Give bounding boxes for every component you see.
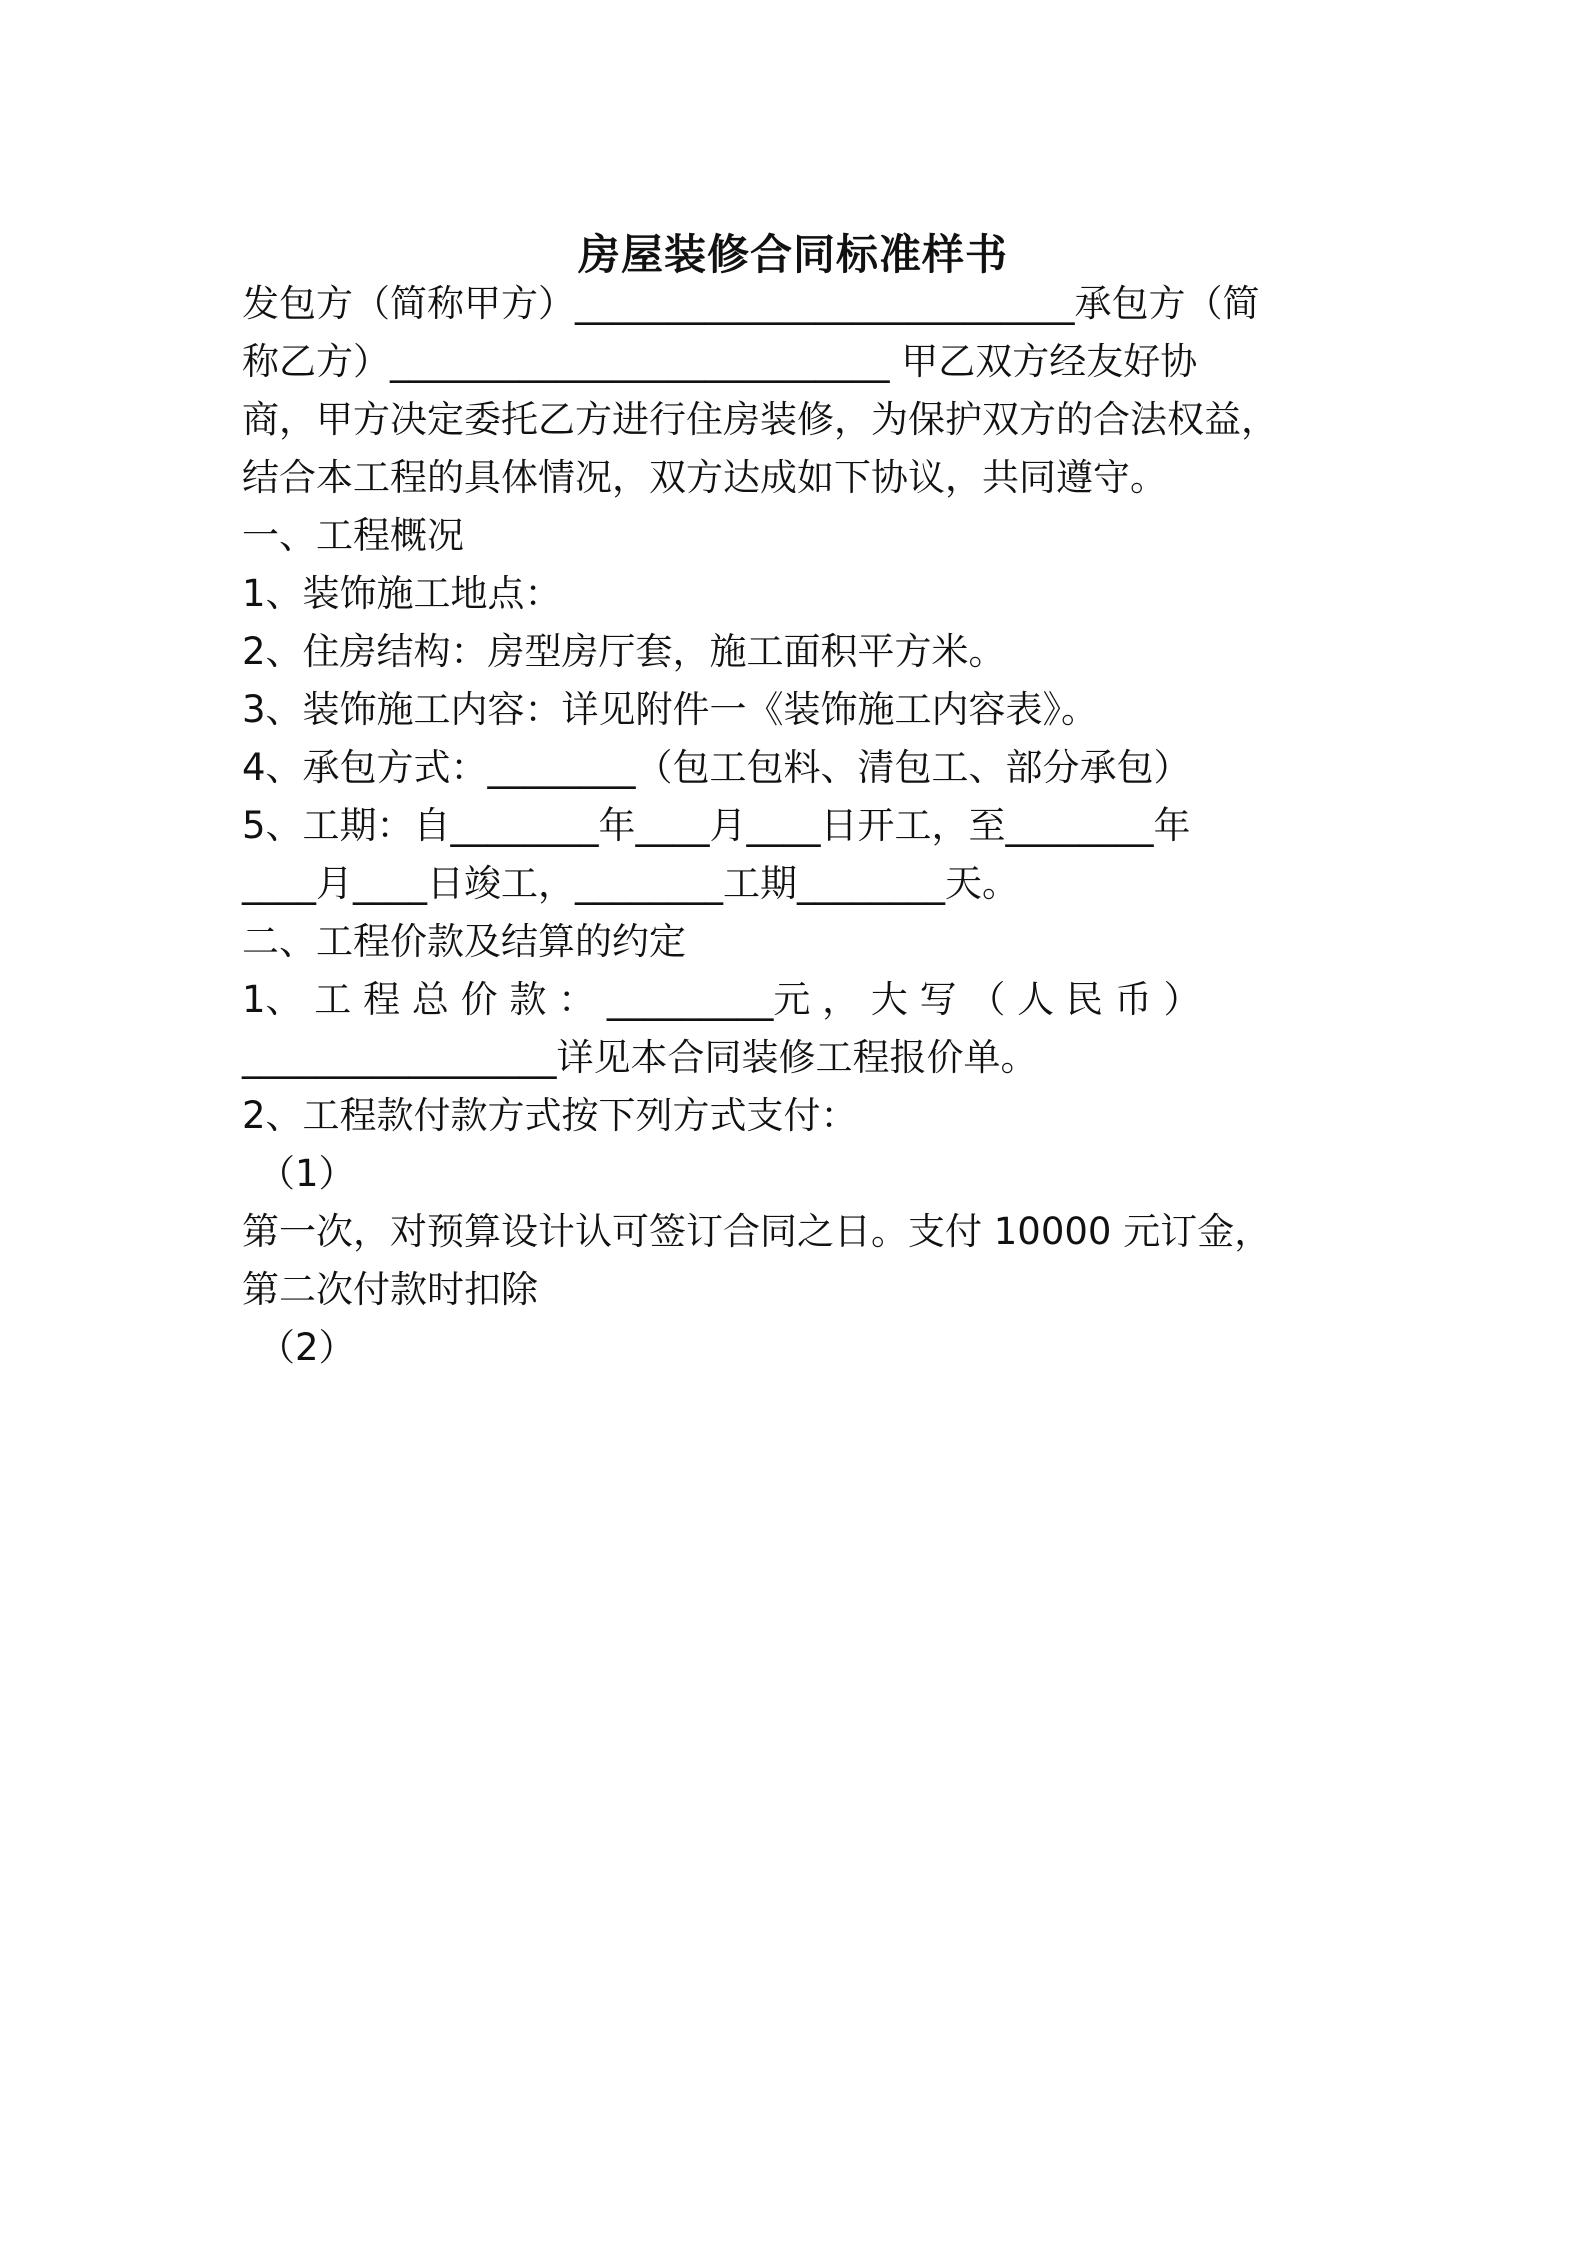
preamble-line-3: 商，甲方决定委托乙方进行住房装修，为保护双方的合法权益， [242,398,1278,441]
preamble-line-4: 结合本工程的具体情况，双方达成如下协议，共同遵守。 [242,456,1167,499]
clause-1-4: 4、承包方式：________（包工包料、清包工、部分承包） [242,746,1191,789]
document-title: 房屋装修合同标准样书 [577,230,1008,279]
clause-1-2: 2、住房结构：房型房厅套，施工面积平方米。 [242,630,1006,673]
section-heading-1: 一、工程概况 [242,514,464,557]
payment-item-1-text: 第一次，对预算设计认可签订合同之日。支付 10000 元订金， [242,1210,1272,1253]
clause-1-1: 1、装饰施工地点： [242,572,562,615]
payment-item-1-number: （1） [258,1152,356,1195]
party-a-text: 发包方（简称甲方）___________________________承包方（简 [242,282,1260,325]
payment-item-1-text-cont: 第二次付款时扣除 [242,1268,538,1311]
party-b-line: 称乙方）___________________________ 甲乙双方经友好协 [242,340,1198,383]
section-heading-2: 二、工程价款及结算的约定 [242,920,686,963]
clause-1-5-cont: ____月____日竣工，________工期________天。 [242,862,1019,905]
clause-1-3: 3、装饰施工内容：详见附件一《装饰施工内容表》。 [242,688,1099,731]
clause-1-5: 5、工期：自________年____月____日开工，至________年 [242,804,1191,847]
clause-2-1: 1、 工 程 总 价 款 ： _________元 ， 大 写 （ 人 民 币 ） [242,978,1201,1021]
clause-2-2: 2、工程款付款方式按下列方式支付： [242,1094,858,1137]
payment-item-2-number: （2） [258,1326,356,1369]
clause-2-1-cont: _________________详见本合同装修工程报价单。 [242,1036,1038,1079]
